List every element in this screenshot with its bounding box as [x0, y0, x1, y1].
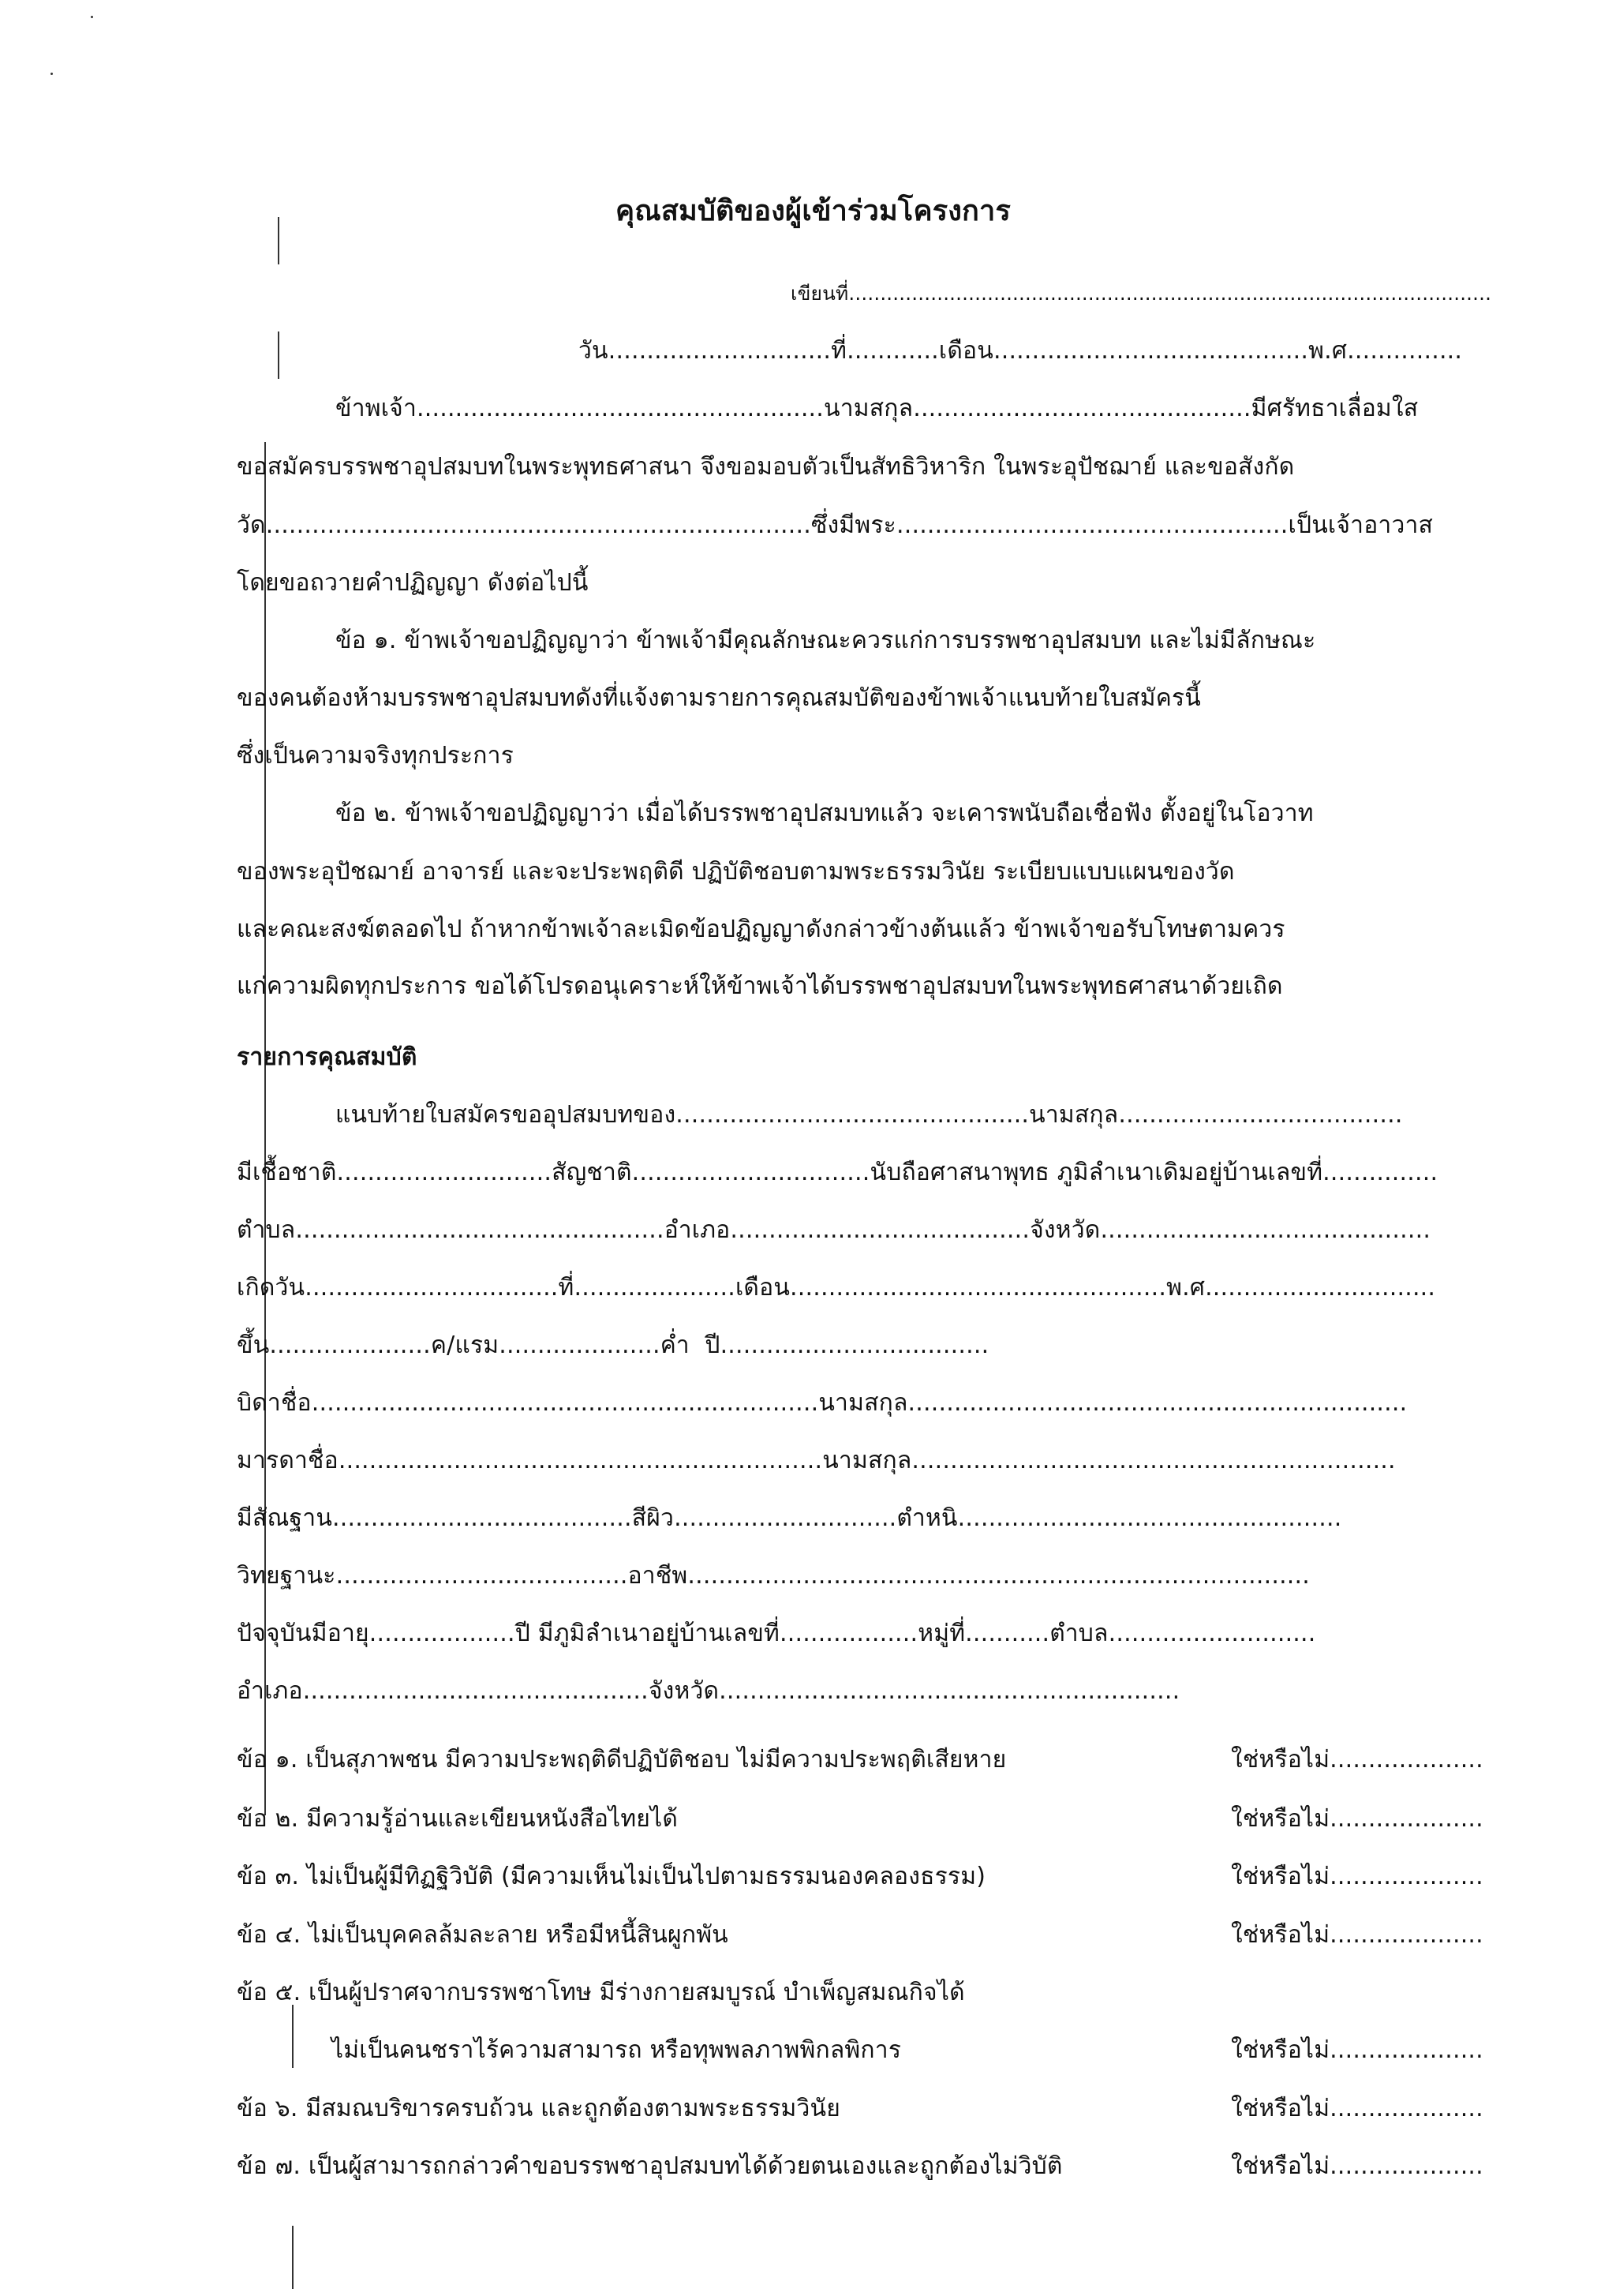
section-heading: รายการคุณสมบัติ: [237, 1043, 417, 1071]
form-field-line: มารดาชื่อ...............................................................นามสกุล...............................................................: [237, 1447, 1396, 1474]
pledge-2-line: ของพระอุปัชฌาย์ อาจารย์ และจะประพฤติดี ปฏิบัติชอบตามพระธรรมวินัย ระเบียบแบบแผนของวัด: [237, 858, 1235, 886]
scan-margin-line: [278, 217, 279, 264]
form-field-line: บิดาชื่อ..................................................................นามสกุล.................................................................: [237, 1389, 1408, 1417]
pledge-2-line: และคณะสงฆ์ตลอดไป ถ้าหากข้าพเจ้าละเมิดข้อปฏิญญาดังกล่าวข้างต้นแล้ว ข้าพเจ้าขอรับโทษตามควร: [237, 916, 1285, 943]
form-field-line: แนบท้ายใบสมัครขออุปสมบทของ..............................................นามสกุล.....................................: [335, 1101, 1403, 1129]
declaration-line: ขอสมัครบรรพชาอุปสมบทในพระพุทธศาสนา จึงขอมอบตัวเป็นสัทธิวิหาริก ในพระอุปัชฌาย์ และขอสังกัด: [237, 453, 1295, 481]
scan-margin-line: [292, 2226, 294, 2289]
pledge-1-line: ข้อ ๑. ข้าพเจ้าขอปฏิญญาว่า ข้าพเจ้ามีคุณลักษณะควรแก่การบรรพชาอุปสมบท และไม่มีลักษณะ: [335, 627, 1316, 654]
form-field-line: อำเภอ.............................................จังหวัด............................................................: [237, 1677, 1180, 1705]
form-field-line: วิทยฐานะ......................................อาชีพ.................................................................................: [237, 1562, 1311, 1590]
declaration-line: วัด.......................................................................ซึ่งมีพระ...................................................เป็นเจ้าอาวาส: [237, 511, 1434, 539]
pledge-1-line: ของคนต้องห้ามบรรพชาอุปสมบทดังที่แจ้งตามรายการคุณสมบัติของข้าพเจ้าแนบท้ายใบสมัครนี้: [237, 684, 1201, 712]
scan-speck: [50, 73, 53, 75]
form-field-line: มีเชื้อชาติ............................สัญชาติ...............................นับถือศาสนาพุทธ ภูมิลำเนาเดิมอยู่บ้านเลขที่...............: [237, 1159, 1438, 1186]
scan-speck: [91, 16, 93, 18]
checklist-item: ข้อ ๕. เป็นผู้ปราศจากบรรพชาโทษ มีร่างกายสมบูรณ์ บำเพ็ญสมณกิจได้: [237, 1979, 965, 2006]
checklist-item: ข้อ ๔. ไม่เป็นบุคคลล้มละลาย หรือมีหนี้สินผูกพัน: [237, 1921, 728, 1949]
written-at-field: เขียนที่......................................................................................................: [791, 282, 1492, 305]
declaration-line: โดยขอถวายคำปฏิญญา ดังต่อไปนี้: [237, 569, 589, 597]
form-field-line: ปัจจุบันมีอายุ...................ปี มีภูมิลำเนาอยู่บ้านเลขที่..................หมู่ที่...........ตำบล...........................: [237, 1620, 1316, 1647]
form-field-line: เกิดวัน.................................ที่.....................เดือน.................................................พ.ศ..............................: [237, 1274, 1436, 1302]
checklist-answer: ใช่หรือไม่....................: [1231, 2095, 1483, 2122]
pledge-2-line: ข้อ ๒. ข้าพเจ้าขอปฏิญญาว่า เมื่อได้บรรพชาอุปสมบทแล้ว จะเคารพนับถือเชื่อฟัง ตั้งอยู่ในโอวาท: [335, 800, 1314, 827]
form-field-line: ตำบล................................................อำเภอ.......................................จังหวัด...........................................: [237, 1216, 1431, 1244]
checklist-item: ข้อ ๗. เป็นผู้สามารถกล่าวคำขอบรรพชาอุปสมบทได้ด้วยตนเองและถูกต้องไม่วิบัติ: [237, 2152, 1063, 2180]
form-field-line: ขึ้น.....................ค/แรม.....................ค่ำ ปี...................................: [237, 1332, 989, 1359]
checklist-item-continuation: ไม่เป็นคนชราไร้ความสามารถ หรือทุพพลภาพพิกลพิการ: [331, 2036, 902, 2064]
checklist-item: ข้อ ๑. เป็นสุภาพชน มีความประพฤติดีปฏิบัติชอบ ไม่มีความประพฤติเสียหาย: [237, 1746, 1007, 1774]
checklist-item: ข้อ ๒. มีความรู้อ่านและเขียนหนังสือไทยได้: [237, 1805, 679, 1833]
declaration-line: ข้าพเจ้า.....................................................นามสกุล............................................มีศรัทธาเลื่อมใส: [335, 395, 1419, 422]
checklist-item: ข้อ ๓. ไม่เป็นผู้มีทิฏฐิวิบัติ (มีความเห็นไม่เป็นไปตามธรรมนองคลองธรรม): [237, 1863, 986, 1890]
checklist-item: ข้อ ๖. มีสมณบริขารครบถ้วน และถูกต้องตามพระธรรมวินัย: [237, 2095, 841, 2122]
checklist-answer: ใช่หรือไม่....................: [1231, 2152, 1483, 2180]
scan-margin-line: [264, 442, 266, 1815]
scan-margin-line: [278, 331, 279, 379]
checklist-answer: ใช่หรือไม่....................: [1231, 1746, 1483, 1774]
page-title: คุณสมบัติของผู้เข้าร่วมโครงการ: [615, 195, 1012, 227]
checklist-answer: ใช่หรือไม่....................: [1231, 2036, 1483, 2064]
checklist-answer: ใช่หรือไม่....................: [1231, 1921, 1483, 1949]
date-field: วัน.............................ที่............เดือน.........................................พ.ศ...............: [578, 337, 1463, 365]
pledge-1-line: ซึ่งเป็นความจริงทุกประการ: [237, 742, 514, 770]
scan-margin-line: [292, 2005, 294, 2068]
pledge-2-line: แก่ความผิดทุกประการ ขอได้โปรดอนุเคราะห์ให้ข้าพเจ้าได้บรรพชาอุปสมบทในพระพุทธศาสนาด้วยเถิด: [237, 972, 1283, 1000]
form-field-line: มีสัณฐาน.......................................สีผิว.............................ตำหนิ..................................................: [237, 1504, 1342, 1532]
checklist-answer: ใช่หรือไม่....................: [1231, 1863, 1483, 1890]
checklist-answer: ใช่หรือไม่....................: [1231, 1805, 1483, 1833]
